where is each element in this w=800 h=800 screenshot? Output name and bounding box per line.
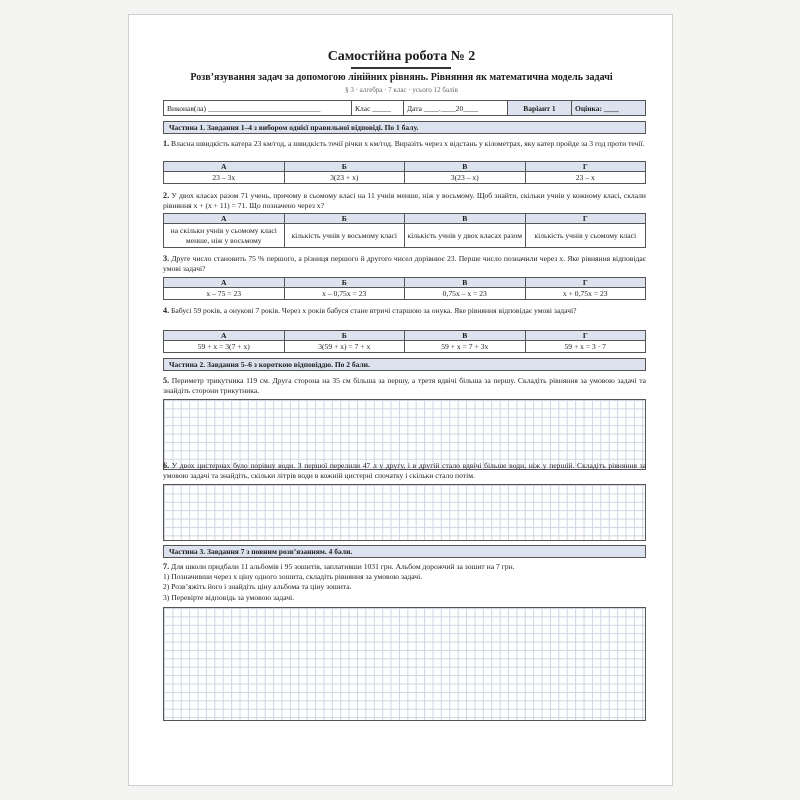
q4-option-g[interactable]: 59 + x = 3 · 7 [525, 341, 646, 353]
q2-option-g[interactable]: кількість учнів у сьомому класі [525, 224, 646, 248]
page-subtitle: Розв’язування задач за допомогою лінійних рівнянь. Рівняння як математична модель задачі [190, 72, 613, 83]
page-meta: § 3 · алгебра · 7 клас · усього 12 балів [345, 86, 458, 94]
q4-option-v[interactable]: 59 + x = 7 + 3x [405, 341, 526, 353]
question-3-text: Друге число становить 75 % першого, а різниця першого й другого чисел дорівнює 23. Перше число позначили через x. Яке рівняння відповідає умові задачі? [163, 254, 646, 274]
option-letter-v: В [405, 162, 526, 172]
executor-field[interactable]: Виконав(ла) ______________________________ [164, 101, 352, 116]
question-5-answer-grid[interactable] [163, 399, 646, 470]
q1-option-g[interactable]: 23 – x [525, 172, 646, 184]
question-6-text: У двох цистернах було порівну води. З першої перелили 47 л у другу, і в другій стало вдвічі більше води, ніж у першій. Складіть рівняння за умовою задачі та знайдіть, скільки літрів води в кожній цистерні спочатку і скільки стало потім. [163, 461, 646, 481]
q3-option-g[interactable]: x + 0,75x = 23 [525, 288, 646, 300]
question-2-text: У двох класах разом 71 учень, причому в сьомому класі на 11 учнів менше, ніж у восьмому. Щоб знайти, скільки учнів у кожному класі, склали рівняння x + (x + 11) = 71. Що позначено через x? [163, 191, 646, 211]
worksheet-page [128, 14, 673, 786]
question-3-options [163, 277, 646, 300]
q3-option-b[interactable]: x – 0,75x = 23 [284, 288, 405, 300]
option-letter-g: Г [525, 214, 646, 224]
option-letter-b: Б [284, 278, 405, 288]
option-letter-g: Г [525, 162, 646, 172]
variant-label: Варіант 1 [508, 101, 572, 116]
question-7-step-3: 3) Перевірте відповідь за умовою задачі. [163, 592, 295, 602]
option-letter-g: Г [525, 278, 646, 288]
grade-field: Оцінка: ____ [572, 101, 646, 116]
part1-header: Частина 1. Завдання 1–4 з вибором однієї правильної відповіді. По 1 балу. [163, 121, 646, 134]
option-letter-v: В [405, 278, 526, 288]
option-letter-b: Б [284, 214, 405, 224]
q2-option-v[interactable]: кількість учнів у двох класах разом [405, 224, 526, 248]
q1-option-v[interactable]: 3(23 – x) [405, 172, 526, 184]
question-1 [163, 139, 646, 149]
question-7 [163, 562, 646, 603]
part3-header: Частина 3. Завдання 7 з повним розв’язанням. 4 бали. [163, 545, 646, 558]
q1-option-a[interactable]: 23 – 3x [164, 172, 285, 184]
question-6 [163, 461, 646, 481]
option-letter-v: В [405, 214, 526, 224]
page-title: Самостійна робота № 2 [327, 49, 476, 64]
question-3 [163, 254, 646, 274]
question-4-text: Бабусі 59 років, а онукові 7 років. Через x років бабуся стане втричі старшою за онука. Яке рівняння відповідає умові задачі? [171, 306, 577, 315]
q2-option-b[interactable]: кількість учнів у восьмому класі [284, 224, 405, 248]
part2-header: Частина 2. Завдання 5–6 з короткою відповіддю. По 2 бали. [163, 358, 646, 371]
option-letter-v: В [405, 331, 526, 341]
question-7-text: Для школи придбали 11 альбомів і 95 зошитів, заплативши 1031 грн. Альбом дорожчий за зошит на 7 грн. [171, 562, 515, 571]
class-field[interactable]: Клас _____ [352, 101, 404, 116]
option-letter-g: Г [525, 331, 646, 341]
option-letter-b: Б [284, 331, 405, 341]
question-4 [163, 306, 646, 316]
question-1-text: Власна швидкість катера 23 км/год, а швидкість течії річки x км/год. Виразіть через x відстань у кілометрах, яку катер пройде за 3 год проти течії. [171, 139, 645, 148]
student-info-table [163, 100, 646, 116]
q1-option-b[interactable]: 3(23 + x) [284, 172, 405, 184]
option-letter-a: А [164, 214, 285, 224]
question-3-number: 3. [163, 254, 170, 263]
question-1-options [163, 161, 646, 184]
q4-option-b[interactable]: 3(59 + x) = 7 + x [284, 341, 405, 353]
q3-option-v[interactable]: 0,75x – x = 23 [405, 288, 526, 300]
question-5-text: Периметр трикутника 119 см. Друга сторона на 35 см більша за першу, а третя вдвічі більша за першу. Складіть рівняння за умовою задачі та знайдіть сторони трикутника. [163, 376, 646, 396]
question-2 [163, 191, 646, 211]
question-6-number: 6. [163, 461, 170, 470]
q4-option-a[interactable]: 59 + x = 3(7 + x) [164, 341, 285, 353]
option-letter-a: А [164, 162, 285, 172]
option-letter-b: Б [284, 162, 405, 172]
title-underline [351, 67, 451, 69]
question-4-options [163, 330, 646, 353]
option-letter-a: А [164, 278, 285, 288]
question-5-number: 5. [163, 376, 170, 385]
question-5 [163, 376, 646, 396]
question-2-number: 2. [163, 191, 170, 200]
question-2-options [163, 213, 646, 248]
question-1-number: 1. [163, 139, 170, 148]
question-4-number: 4. [163, 306, 170, 315]
question-7-step-1: 1) Позначивши через x ціну одного зошита, складіть рівняння за умовою задачі. [163, 572, 423, 582]
question-7-number: 7. [163, 562, 170, 571]
question-7-answer-grid[interactable] [163, 607, 646, 721]
question-7-step-2: 2) Розв’яжіть його і знайдіть ціну альбома та ціну зошита. [163, 582, 352, 592]
q2-option-a[interactable]: на скільки учнів у сьомому класі менше, ніж у восьмому [164, 224, 285, 248]
q3-option-a[interactable]: x – 75 = 23 [164, 288, 285, 300]
date-field[interactable]: Дата ____.____20____ [404, 101, 508, 116]
option-letter-a: А [164, 331, 285, 341]
question-6-answer-grid[interactable] [163, 484, 646, 541]
